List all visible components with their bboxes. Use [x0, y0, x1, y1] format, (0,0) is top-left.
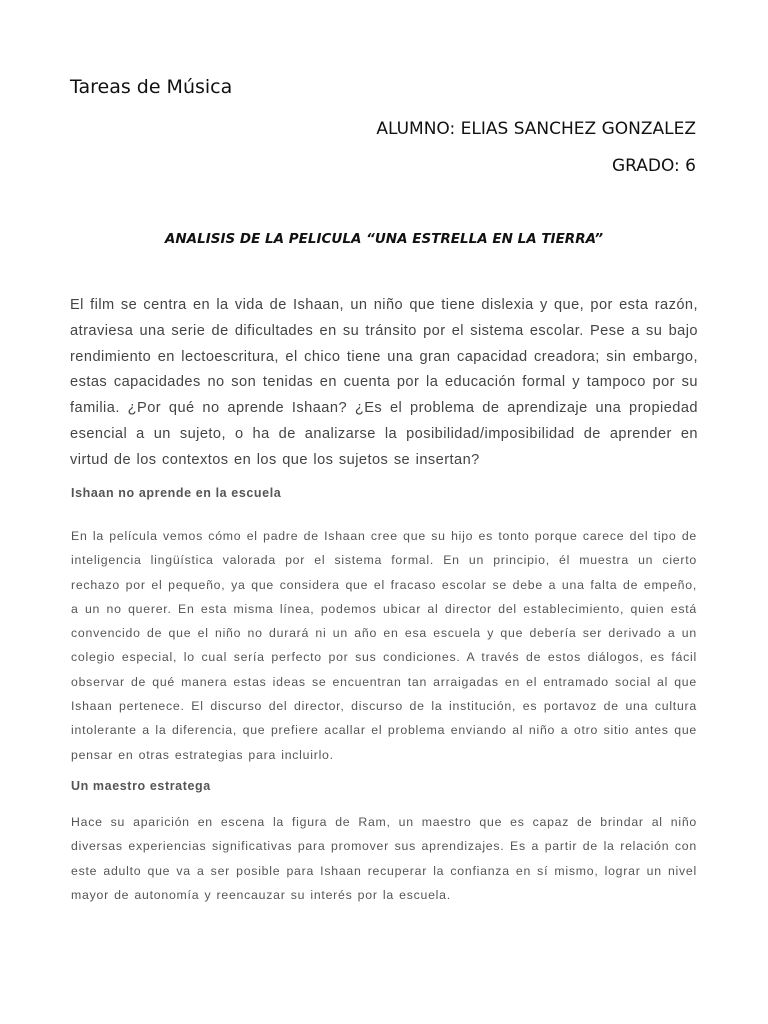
document-title: Tareas de Música — [70, 76, 233, 98]
intro-paragraph: El film se centra en la vida de Ishaan, un niño que tiene dislexia y que, por esta razón, atraviesa una serie de dificultades en su tránsito por el sistema escolar. Pese a su bajo rendimiento en lectoescritura, el chico tiene una gran capacidad creadora; sin embargo, estas capacidades no son tenidas en cuenta por la educación formal y tampoco por su familia. ¿Por qué no aprende Ishaan? ¿Es el problema de aprendizaje una propiedad esencial a un sujeto, o ha de analizarse la posibilidad/imposibilidad de aprender en virtud de los contextos en los que los sujetos se insertan? — [70, 297, 698, 468]
analysis-title: ANALISIS DE LA PELICULA “UNA ESTRELLA EN LA TIERRA” — [164, 231, 604, 247]
section-body-maestro: Hace su aparición en escena la figura de Ram, un maestro que es capaz de brindar al niño diversas experiencias significativas para promover sus aprendizajes. Es a partir de la relación con este adulto que va a ser posible para Ishaan recuperar la confianza en sí mismo, lograr un nivel mayor de autonomía y reencauzar su interés por la escuela. — [71, 815, 697, 902]
student-grade: GRADO: 6 — [611, 156, 696, 176]
section-heading-ishaan: Ishaan no aprende en la escuela — [71, 486, 282, 500]
section-heading-maestro: Un maestro estratega — [71, 779, 211, 793]
student-name: ALUMNO: ELIAS SANCHEZ GONZALEZ — [376, 119, 696, 139]
section-body-ishaan: En la película vemos cómo el padre de Ishaan cree que su hijo es tonto porque carece del tipo de inteligencia lingüística valorada por el sistema formal. En un principio, él muestra un cierto rechazo por el pequeño, ya que considera que el fracaso escolar se debe a una falta de empeño, a un no querer. En esta misma línea, podemos ubicar al director del establecimiento, quien está convencido de que el niño no durará ni un año en esa escuela y que debería ser derivado a un colegio especial, lo cual sería perfecto por sus condiciones. A través de estos diálogos, es fácil observar de qué manera estas ideas se encuentran tan arraigadas en el entramado social al que Ishaan pertenece. El discurso del director, discurso de la institución, es portavoz de una cultura intolerante a la diferencia, que prefiere acallar el problema enviando al niño a otro sitio antes que pensar en otras estrategias para incluirlo. — [71, 529, 697, 762]
